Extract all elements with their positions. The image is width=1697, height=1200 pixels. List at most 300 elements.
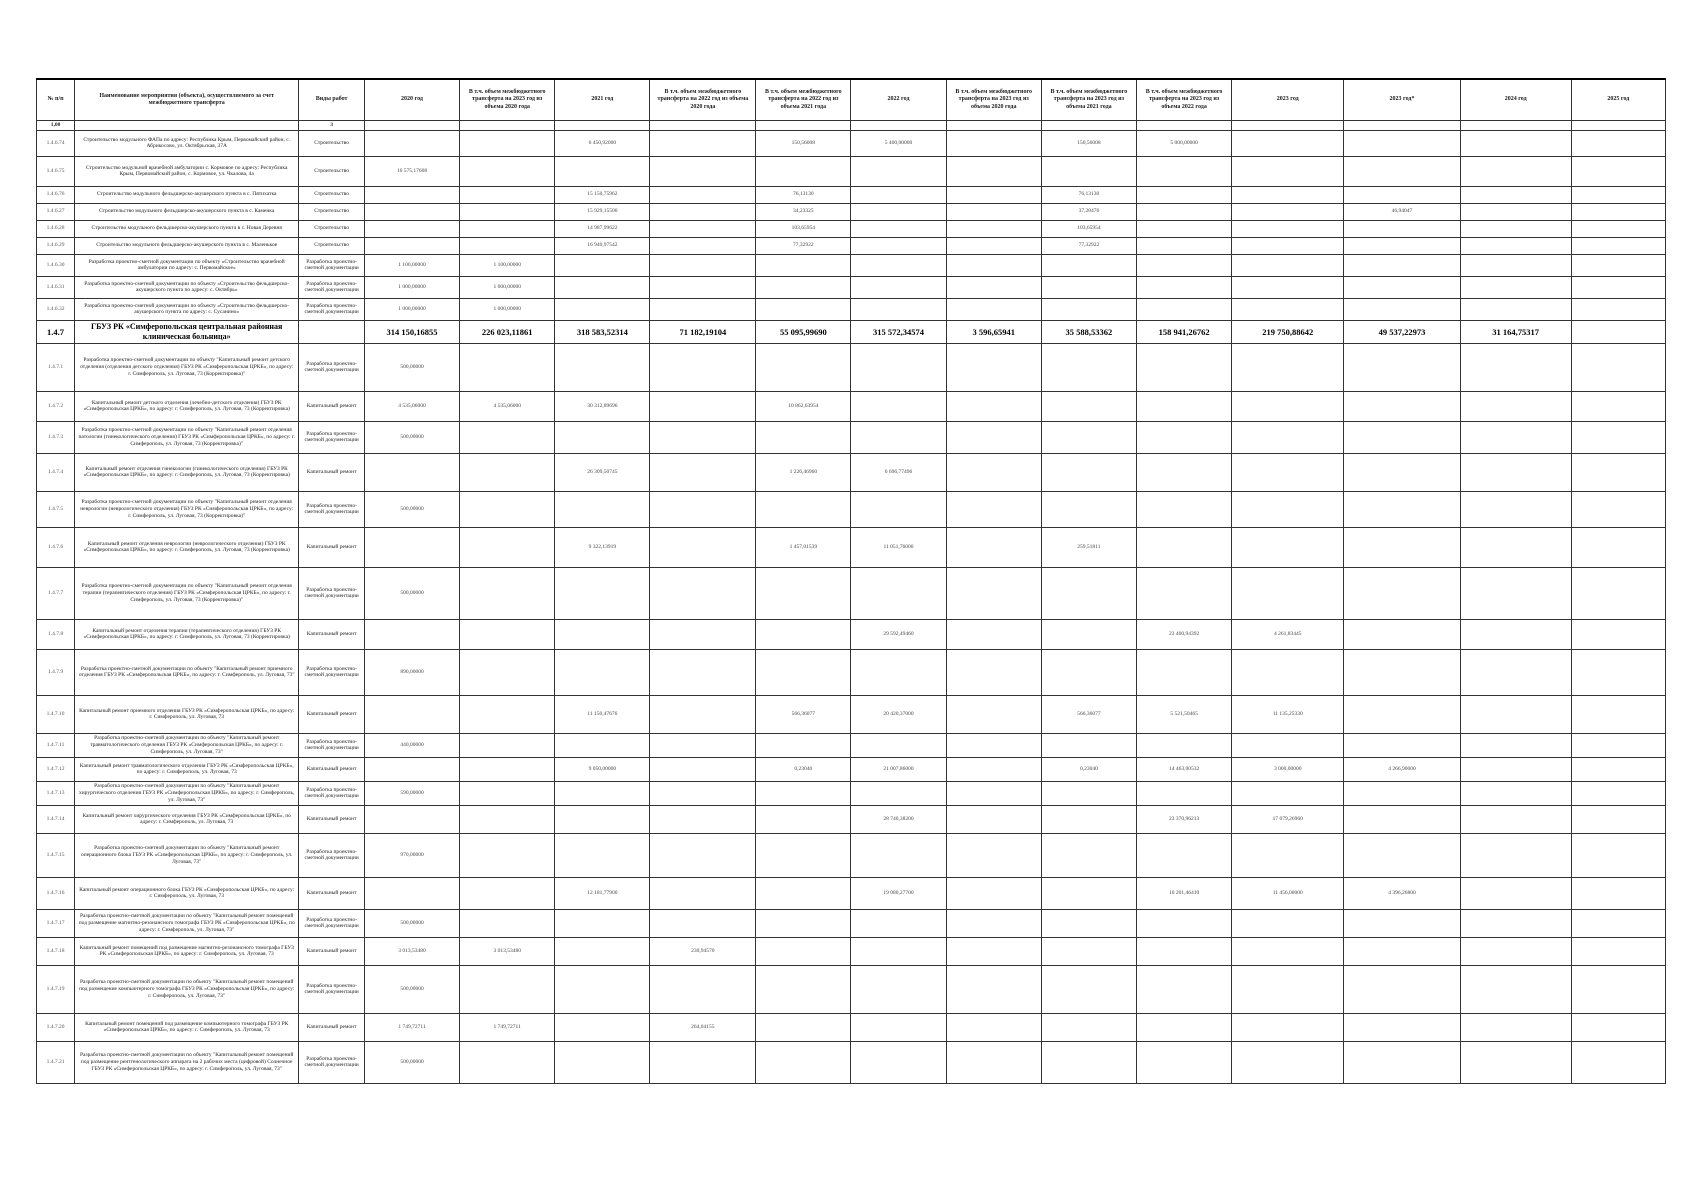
amount-cell (555, 1013, 650, 1041)
amount-cell (1460, 343, 1571, 391)
amount-cell (1571, 805, 1665, 833)
work-type-cell: Капитальный ремонт (299, 527, 365, 567)
amount-cell (364, 619, 459, 649)
amount-cell (1136, 391, 1231, 421)
header-cell: В т.ч. объем межбюджетного трансферта на 2023 год из объема 2022 года (1136, 79, 1231, 121)
amount-cell: 226 023,11861 (460, 320, 555, 343)
row-name-cell: Разработка проектно-сметной документации по объекту «Строительство фельдшерско-акушерского пункта по адресу: с. Сусанино» (75, 298, 299, 320)
amount-cell (1136, 343, 1231, 391)
amount-cell (1344, 965, 1460, 1013)
amount-cell (1571, 877, 1665, 909)
amount-cell (650, 733, 756, 757)
amount-cell (460, 421, 555, 453)
amount-cell (1571, 909, 1665, 937)
work-type-cell: Разработка проектно-сметной документации (299, 254, 365, 276)
amount-cell (1041, 909, 1136, 937)
amount-cell (756, 649, 851, 695)
amount-cell (1571, 343, 1665, 391)
amount-cell: 49 537,22973 (1344, 320, 1460, 343)
amount-cell (1232, 298, 1344, 320)
table-row (37, 527, 1666, 567)
amount-cell (1460, 156, 1571, 186)
table-row (37, 186, 1666, 203)
amount-cell (946, 757, 1041, 781)
amount-cell (946, 220, 1041, 237)
amount-cell (1460, 527, 1571, 567)
amount-cell (1460, 805, 1571, 833)
amount-cell (1344, 156, 1460, 186)
amount-cell (756, 833, 851, 877)
header-cell: 2020 год (364, 79, 459, 121)
amount-cell: 500,00000 (364, 343, 459, 391)
amount-cell (851, 421, 946, 453)
row-code-cell: 1.4.7.18 (37, 937, 75, 965)
amount-cell (460, 1041, 555, 1083)
amount-cell (1344, 619, 1460, 649)
amount-cell (650, 757, 756, 781)
amount-cell (1136, 237, 1231, 254)
amount-cell: 1 000,00000 (460, 298, 555, 320)
table-row (37, 220, 1666, 237)
amount-cell (1460, 733, 1571, 757)
amount-cell (460, 203, 555, 220)
amount-cell: 5 521,50465 (1136, 695, 1231, 733)
amount-cell (1136, 156, 1231, 186)
column-number-cell (851, 121, 946, 131)
amount-cell (555, 965, 650, 1013)
amount-cell (1571, 298, 1665, 320)
table-row (37, 391, 1666, 421)
amount-cell (1344, 130, 1460, 156)
row-code-cell: 1.4.7.12 (37, 757, 75, 781)
amount-cell (946, 877, 1041, 909)
amount-cell (1460, 619, 1571, 649)
amount-cell (364, 203, 459, 220)
row-code-cell: 1.4.7.13 (37, 781, 75, 805)
row-name-cell: Капитальный ремонт отделения гинекологии (гинекологического отделения) ГБУЗ РК «Симферопольская ЦРКБ», по адресу: г. Симферополь, ул. Луговая, 73 (Корректировка) (75, 453, 299, 491)
header-cell: Виды работ (299, 79, 365, 121)
amount-cell (650, 649, 756, 695)
row-name-cell: Капитальный ремонт приемного отделения ГБУЗ РК «Симферопольская ЦРКБ», по адресу: г. Симферополь, ул. Луговая, 73 (75, 695, 299, 733)
row-name-cell: Строительство модульного фельдшерско-акушерского пункта в с. Пятихатка (75, 186, 299, 203)
amount-cell (1232, 130, 1344, 156)
amount-cell (460, 781, 555, 805)
amount-cell: 5 000,00000 (1136, 130, 1231, 156)
amount-cell (946, 1013, 1041, 1041)
amount-cell (1460, 781, 1571, 805)
amount-cell: 9 050,00000 (555, 757, 650, 781)
amount-cell (1344, 1041, 1460, 1083)
row-name-cell: Строительство модульного фельдшерско-акушерского пункта в с. Маленькое (75, 237, 299, 254)
amount-cell (1460, 649, 1571, 695)
amount-cell (1571, 733, 1665, 757)
amount-cell: 970,00000 (364, 833, 459, 877)
amount-cell (650, 619, 756, 649)
amount-cell (851, 203, 946, 220)
amount-cell (1136, 1041, 1231, 1083)
amount-cell (1232, 909, 1344, 937)
amount-cell (946, 649, 1041, 695)
amount-cell (1344, 421, 1460, 453)
amount-cell: 77,32922 (1041, 237, 1136, 254)
amount-cell: 318 583,52314 (555, 320, 650, 343)
row-name-cell: Строительство модульного фельдшерско-акушерского пункта в с. Новая Деревня (75, 220, 299, 237)
amount-cell (756, 254, 851, 276)
amount-cell (555, 1041, 650, 1083)
amount-cell (1344, 649, 1460, 695)
amount-cell: 29 592,49460 (851, 619, 946, 649)
amount-cell (460, 619, 555, 649)
work-type-cell: Разработка проектно-сметной документации (299, 909, 365, 937)
amount-cell (1460, 203, 1571, 220)
row-code-cell: 1.4.7.11 (37, 733, 75, 757)
work-type-cell: Капитальный ремонт (299, 877, 365, 909)
amount-cell (1460, 695, 1571, 733)
header-row (37, 79, 1666, 121)
amount-cell (1136, 220, 1231, 237)
amount-cell: 37,20476 (1041, 203, 1136, 220)
amount-cell (460, 757, 555, 781)
amount-cell (946, 276, 1041, 298)
amount-cell (1232, 453, 1344, 491)
column-number-cell (1571, 121, 1665, 131)
amount-cell (650, 237, 756, 254)
amount-cell (650, 130, 756, 156)
amount-cell (1136, 186, 1231, 203)
amount-cell (460, 877, 555, 909)
amount-cell (364, 695, 459, 733)
row-code-cell: 1.4.7.16 (37, 877, 75, 909)
amount-cell: 0,23040 (1041, 757, 1136, 781)
amount-cell (555, 833, 650, 877)
header-cell: 2025 год (1571, 79, 1665, 121)
amount-cell (650, 254, 756, 276)
table-row (37, 733, 1666, 757)
amount-cell (1136, 833, 1231, 877)
amount-cell (851, 833, 946, 877)
amount-cell (946, 186, 1041, 203)
amount-cell (851, 937, 946, 965)
amount-cell (1571, 421, 1665, 453)
amount-cell: 4 396,26800 (1344, 877, 1460, 909)
amount-cell (946, 527, 1041, 567)
amount-cell (756, 421, 851, 453)
amount-cell (650, 156, 756, 186)
amount-cell (851, 343, 946, 391)
amount-cell (650, 527, 756, 567)
amount-cell (946, 491, 1041, 527)
amount-cell (1571, 757, 1665, 781)
work-type-cell: Капитальный ремонт (299, 695, 365, 733)
amount-cell (756, 1041, 851, 1083)
amount-cell (756, 965, 851, 1013)
amount-cell (1344, 567, 1460, 619)
amount-cell (650, 491, 756, 527)
amount-cell (1041, 619, 1136, 649)
amount-cell (1041, 805, 1136, 833)
table-row (37, 1041, 1666, 1083)
row-code-cell: 1.4.7.15 (37, 833, 75, 877)
amount-cell (1041, 421, 1136, 453)
amount-cell: 77,32922 (756, 237, 851, 254)
amount-cell: 10 201,46410 (1136, 877, 1231, 909)
amount-cell (1571, 937, 1665, 965)
amount-cell (364, 757, 459, 781)
amount-cell (1232, 220, 1344, 237)
amount-cell (946, 156, 1041, 186)
amount-cell (650, 220, 756, 237)
amount-cell (1041, 965, 1136, 1013)
amount-cell (1571, 186, 1665, 203)
amount-cell (756, 877, 851, 909)
table-row (37, 298, 1666, 320)
work-type-cell: Разработка проектно-сметной документации (299, 965, 365, 1013)
column-number-cell (75, 121, 299, 131)
amount-cell (1041, 781, 1136, 805)
amount-cell (1460, 220, 1571, 237)
row-name-cell: Капитальный ремонт отделения неврологии (неврологического отделения) ГБУЗ РК «Симферопольская ЦРКБ», по адресу: г. Симферополь, ул. Луговая, 73 (Корректировка) (75, 527, 299, 567)
amount-cell: 76,13130 (1041, 186, 1136, 203)
row-name-cell: Строительство модульного ФАПа по адресу: Республика Крым, Первомайский район, с. Абрикосово, ул. Октябрьская, 37А (75, 130, 299, 156)
row-name-cell: Разработка проектно-сметной документации по объекту "Капитальный ремонт хирургического отделения ГБУЗ РК «Симферопольская ЦРКБ», по адресу: г. Симферополь, ул. Луговая, 73" (75, 781, 299, 805)
row-code-cell: 1.4.7.14 (37, 805, 75, 833)
amount-cell: 55 095,99690 (756, 320, 851, 343)
amount-cell (1344, 453, 1460, 491)
row-name-cell: Разработка проектно-сметной документации по объекту "Капитальный ремонт отделения терапии (терапевтического отделения) ГБУЗ РК «Симферопольская ЦРКБ», по адресу: г. Симферополь, ул. Луговая, 73 (Корректировка)" (75, 567, 299, 619)
column-number-cell (364, 121, 459, 131)
amount-cell (1136, 937, 1231, 965)
amount-cell (555, 781, 650, 805)
amount-cell (1571, 156, 1665, 186)
amount-cell (1460, 937, 1571, 965)
amount-cell (946, 1041, 1041, 1083)
amount-cell (756, 619, 851, 649)
amount-cell: 4 535,06000 (460, 391, 555, 421)
amount-cell (555, 619, 650, 649)
amount-cell (1344, 733, 1460, 757)
amount-cell (1571, 965, 1665, 1013)
amount-cell: 31 164,75317 (1460, 320, 1571, 343)
table-row (37, 757, 1666, 781)
amount-cell: 6 450,92000 (555, 130, 650, 156)
amount-cell (1571, 491, 1665, 527)
amount-cell (460, 343, 555, 391)
row-code-cell: 1.4.6.31 (37, 276, 75, 298)
table-row (37, 254, 1666, 276)
header-cell: 2023 год* (1344, 79, 1460, 121)
work-type-cell: Строительство (299, 156, 365, 186)
amount-cell: 1 226,46960 (756, 453, 851, 491)
column-number-cell (1041, 121, 1136, 131)
amount-cell (1571, 276, 1665, 298)
row-code-cell: 1.4.7.21 (37, 1041, 75, 1083)
amount-cell (650, 343, 756, 391)
table-row (37, 965, 1666, 1013)
amount-cell (1571, 391, 1665, 421)
amount-cell (1344, 805, 1460, 833)
work-type-cell: Капитальный ремонт (299, 937, 365, 965)
amount-cell: 30 312,89696 (555, 391, 650, 421)
amount-cell (756, 491, 851, 527)
row-name-cell: Разработка проектно-сметной документации по объекту «Строительство врачебной амбулатории по адресу: с. Первомайское» (75, 254, 299, 276)
amount-cell (1571, 320, 1665, 343)
amount-cell: 1 000,00000 (460, 276, 555, 298)
work-type-cell: Капитальный ремонт (299, 619, 365, 649)
table-row (37, 649, 1666, 695)
amount-cell (1232, 833, 1344, 877)
amount-cell (946, 695, 1041, 733)
amount-cell (460, 527, 555, 567)
amount-cell (1041, 276, 1136, 298)
row-code-cell: 1.4.7.3 (37, 421, 75, 453)
header-cell: № п/п (37, 79, 75, 121)
amount-cell (650, 567, 756, 619)
amount-cell: 1 100,00000 (364, 254, 459, 276)
amount-cell: 12 181,77900 (555, 877, 650, 909)
work-type-cell: Капитальный ремонт (299, 1013, 365, 1041)
amount-cell: 890,00000 (364, 649, 459, 695)
amount-cell: 46,94047 (1344, 203, 1460, 220)
amount-cell: 15 150,75962 (555, 186, 650, 203)
amount-cell (555, 649, 650, 695)
amount-cell (1344, 298, 1460, 320)
amount-cell (1571, 619, 1665, 649)
amount-cell (650, 877, 756, 909)
table-row (37, 130, 1666, 156)
header-cell: В т.ч. объем межбюджетного трансферта на 2023 год из объема 2020 года (460, 79, 555, 121)
amount-cell: 26 309,50745 (555, 453, 650, 491)
amount-cell (1344, 186, 1460, 203)
amount-cell: 34,23325 (756, 203, 851, 220)
amount-cell (1571, 1041, 1665, 1083)
budget-table (36, 78, 1666, 1084)
amount-cell (851, 909, 946, 937)
table-row (37, 156, 1666, 186)
work-type-cell: Разработка проектно-сметной документации (299, 567, 365, 619)
amount-cell (1232, 156, 1344, 186)
amount-cell: 20 420,37000 (851, 695, 946, 733)
amount-cell (851, 733, 946, 757)
row-name-cell: Капитальный ремонт помещений под размещение компьютерного томографа ГБУЗ РК «Симферопольская ЦРКБ», по адресу: г. Симферополь, ул. Луговая, 73 (75, 1013, 299, 1041)
amount-cell (1136, 421, 1231, 453)
header-cell: 2023 год (1232, 79, 1344, 121)
row-name-cell: Разработка проектно-сметной документации по объекту «Строительство фельдшерско-акушерского пункта по адресу: с. Октябрь» (75, 276, 299, 298)
amount-cell (1136, 733, 1231, 757)
amount-cell (1344, 1013, 1460, 1041)
row-code-cell: 1.4.7.9 (37, 649, 75, 695)
amount-cell (851, 1013, 946, 1041)
table-row (37, 877, 1666, 909)
row-name-cell: Разработка проектно-сметной документации по объекту "Капитальный ремонт отделения неврологии (неврологического отделения) ГБУЗ РК «Симферопольская ЦРКБ», по адресу: г. Симферополь, ул. Луговая, 73 (Корректировка)" (75, 491, 299, 527)
amount-cell (364, 220, 459, 237)
amount-cell (1136, 567, 1231, 619)
column-number-cell (460, 121, 555, 131)
amount-cell: 500,00000 (364, 491, 459, 527)
amount-cell (756, 567, 851, 619)
amount-cell (1571, 237, 1665, 254)
amount-cell (1460, 965, 1571, 1013)
table-row (37, 343, 1666, 391)
amount-cell (1571, 203, 1665, 220)
amount-cell (851, 649, 946, 695)
amount-cell (1041, 733, 1136, 757)
amount-cell (1136, 1013, 1231, 1041)
amount-cell (650, 781, 756, 805)
amount-cell (364, 527, 459, 567)
table-row (37, 567, 1666, 619)
amount-cell (460, 649, 555, 695)
amount-cell (1571, 130, 1665, 156)
amount-cell (1460, 254, 1571, 276)
row-code-cell: 1.4.6.28 (37, 220, 75, 237)
amount-cell: 0,23040 (756, 757, 851, 781)
amount-cell: 314 150,16855 (364, 320, 459, 343)
column-number-cell (1344, 121, 1460, 131)
amount-cell (1344, 527, 1460, 567)
work-type-cell (299, 320, 365, 343)
amount-cell (650, 695, 756, 733)
amount-cell (851, 220, 946, 237)
amount-cell (1136, 527, 1231, 567)
work-type-cell: Разработка проектно-сметной документации (299, 833, 365, 877)
amount-cell (1344, 343, 1460, 391)
amount-cell: 17 079,26960 (1232, 805, 1344, 833)
amount-cell (1232, 567, 1344, 619)
work-type-cell: Разработка проектно-сметной документации (299, 298, 365, 320)
amount-cell (1344, 937, 1460, 965)
amount-cell (1571, 453, 1665, 491)
amount-cell: 21 007,86000 (851, 757, 946, 781)
amount-cell (851, 1041, 946, 1083)
work-type-cell: Строительство (299, 237, 365, 254)
table-row (37, 491, 1666, 527)
row-code-cell: 1.4.7.10 (37, 695, 75, 733)
row-name-cell: Разработка проектно-сметной документации по объекту "Капитальный ремонт детского отделения (отделения детского отделения) ГБУЗ РК «Симферопольская ЦРКБ», по адресу: г. Симферополь, ул. Луговая, 73 (Корректировка)" (75, 343, 299, 391)
table-row (37, 276, 1666, 298)
amount-cell (555, 805, 650, 833)
column-number-cell (756, 121, 851, 131)
header-cell: В т.ч. объем межбюджетного трансферта на 2023 год из объема 2021 года (1041, 79, 1136, 121)
row-code-cell: 1.4.6.74 (37, 130, 75, 156)
row-name-cell: Разработка проектно-сметной документации по объекту "Капитальный ремонт травматологического отделения ГБУЗ РК «Симферопольская ЦРКБ», по адресу: г. Симферополь, ул. Луговая, 73" (75, 733, 299, 757)
amount-cell (1041, 254, 1136, 276)
amount-cell (946, 343, 1041, 391)
amount-cell (1136, 276, 1231, 298)
amount-cell (1460, 391, 1571, 421)
row-name-cell: Капитальный ремонт помещений под размещение магнитно-резонансного томографа ГБУЗ РК «Симферопольская ЦРКБ», по адресу: г. Симферополь, ул. Луговая, 73 (75, 937, 299, 965)
amount-cell (1460, 1013, 1571, 1041)
amount-cell (650, 453, 756, 491)
row-code-cell: 1.4.7.8 (37, 619, 75, 649)
amount-cell (1232, 781, 1344, 805)
table-row (37, 833, 1666, 877)
amount-cell: 11 150,47676 (555, 695, 650, 733)
amount-cell (1232, 491, 1344, 527)
header-cell: В т.ч. объем межбюджетного трансферта на 2023 год из объема 2020 года (946, 79, 1041, 121)
table-row (37, 695, 1666, 733)
amount-cell: 1 100,00000 (460, 254, 555, 276)
amount-cell (364, 453, 459, 491)
amount-cell (756, 781, 851, 805)
amount-cell: 14 987,99622 (555, 220, 650, 237)
row-name-cell: Строительство модульной врачебной амбулатории с. Кормовое по адресу: Республика Крым, Первомайский район, с. Кормовое, ул. Чкалова, 4а (75, 156, 299, 186)
amount-cell (1041, 1041, 1136, 1083)
table-row (37, 203, 1666, 220)
amount-cell (851, 298, 946, 320)
amount-cell: 566,36077 (1041, 695, 1136, 733)
amount-cell (1460, 130, 1571, 156)
amount-cell (460, 695, 555, 733)
